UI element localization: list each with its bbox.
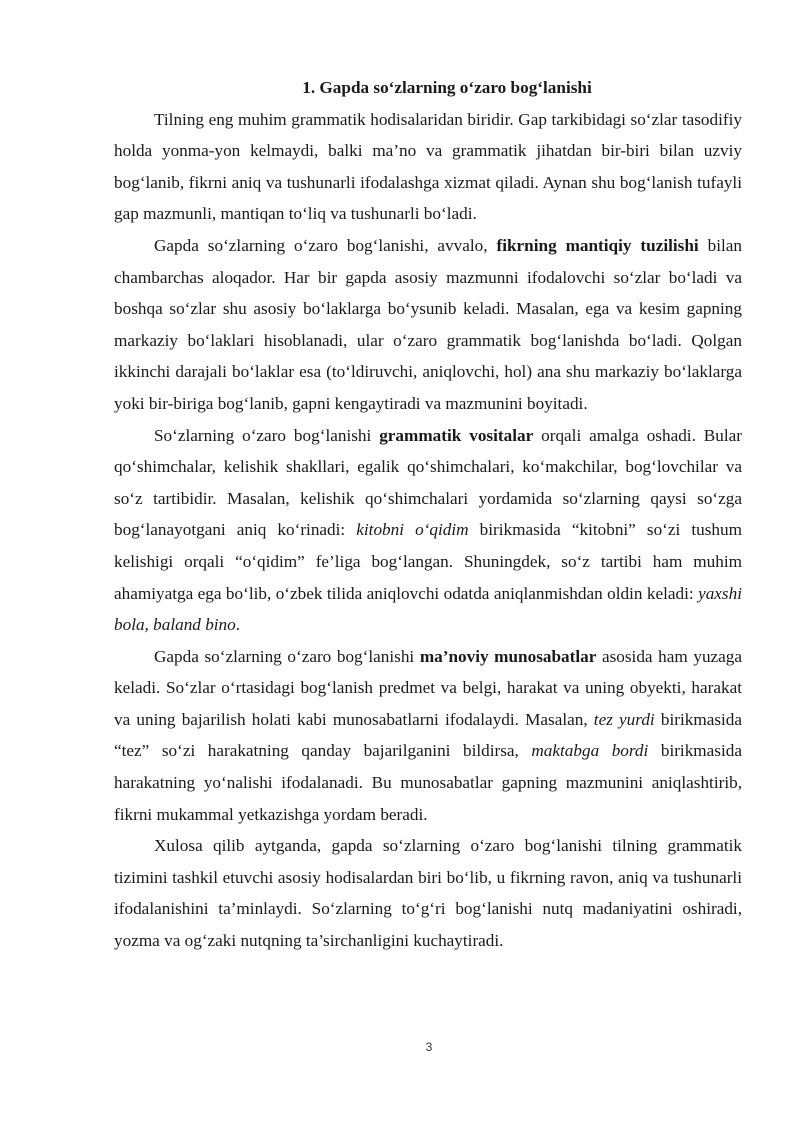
- paragraph-3: [114, 420, 742, 641]
- paragraph-2-bold-term: fikrning mantiqiy tuzilishi: [496, 235, 699, 255]
- paragraph-4-bold-term: ma’noviy munosabatlar: [419, 646, 597, 666]
- paragraph-4-example-1: tez yurdi: [593, 709, 655, 729]
- paragraph-5: [114, 830, 742, 956]
- paragraph-3-text-e: birikmasida “kitobni” so‘zi tushum kelishigi orqali “o‘qidim” fe’liga bog‘langan. Shuningdek, so‘z tartibi ham muhim ahamiyatga ega bo‘lib, o‘zbek tilida aniqlovchi odatda aniqlanmishdan oldin keladi:: [114, 520, 742, 603]
- paragraph-4-text-g: birikmasida harakatning yo‘nalishi ifodalanadi. Bu munosabatlar gapning mazmunini aniqlashtirib, fikrni mukammal yetkazishga yordam beradi.: [114, 741, 742, 824]
- section-title: 1. Gapda so‘zlarning o‘zaro bog‘lanishi: [302, 78, 592, 97]
- paragraph-4: [114, 641, 742, 831]
- paragraph-3-text-g: .: [235, 615, 241, 635]
- paragraph-4-text-e: birikmasida “tez” so‘zi harakatning qanday bajarilganini bildirsa,: [114, 709, 743, 761]
- paragraph-2: [114, 230, 742, 420]
- paragraph-1-text: Tilning eng muhim grammatik hodisalaridan biridir. Gap tarkibidagi so‘zlar tasodifiy holda yonma-yon kelmaydi, balki ma’no va grammatik jihatdan bir-biri bilan uzviy bog‘lanib, fikrni aniq va tushunarli ifodalashga xizmat qiladi. Aynan shu bog‘lanish tufayli gap mazmunli, mantiqan to‘liq va tushunarli bo‘ladi.: [114, 109, 742, 224]
- paragraph-1: [114, 104, 742, 230]
- paragraph-2-text-c: bilan chambarchas aloqador. Har bir gapda asosiy mazmunni ifodalovchi so‘zlar bo‘ladi va boshqa so‘zlar shu asosiy bo‘laklarga bo‘ysunib keladi. Masalan, ega va kesim gapning markaziy bo‘laklari hisoblanadi, ular o‘zaro grammatik bog‘lanishda bo‘ladi. Qolgan ikkinchi darajali bo‘laklar esa (to‘ldiruvchi, aniqlovchi, hol) ana shu markaziy bo‘laklarga yoki bir-biriga bog‘lanib, gapni kengaytiradi va mazmunini boyitadi.: [114, 235, 742, 413]
- paragraph-3-bold-term: grammatik vositalar: [379, 425, 534, 445]
- paragraph-4-text-a: Gapda so‘zlarning o‘zaro bog‘lanishi: [154, 646, 420, 666]
- paragraph-3-text-c: orqali amalga oshadi. Bular qo‘shimchalar, kelishik shakllari, egalik qo‘shimchalari, ko‘makchilar, bog‘lovchilar va so‘z tartibidir. Masalan, kelishik qo‘shimchalari yordamida so‘zlarning qaysi so‘zga bog‘lanayotgani aniq ko‘rinadi:: [114, 425, 742, 540]
- paragraph-4-example-2: maktabga bordi: [531, 741, 649, 761]
- paragraph-3-text-a: So‘zlarning o‘zaro bog‘lanishi: [154, 425, 380, 445]
- paragraph-2-text-a: Gapda so‘zlarning o‘zaro bog‘lanishi, avvalo,: [154, 235, 497, 255]
- paragraph-4-text-c: asosida ham yuzaga keladi. So‘zlar o‘rtasidagi bog‘lanish predmet va belgi, harakat va uning obyekti, harakat va uning bajarilish holati kabi munosabatlarni ifodalaydi. Masalan,: [114, 646, 743, 729]
- paragraph-3-example-2: yaxshi bola, baland bino: [114, 583, 742, 635]
- paragraph-5-text: Xulosa qilib aytganda, gapda so‘zlarning o‘zaro bog‘lanishi tilning grammatik tizimini tashkil etuvchi asosiy hodisalardan biri bo‘lib, u fikrning ravon, aniq va tushunarli ifodalanishini ta’minlaydi. So‘zlarning to‘g‘ri bog‘lanishi nutq madaniyatini oshiradi, yozma va og‘zaki nutqning ta’sirchanligini kuchaytiradi.: [114, 836, 742, 951]
- paragraph-3-example-1: kitobni o‘qidim: [356, 520, 469, 540]
- page-number: 3: [425, 1040, 433, 1054]
- document-page: [114, 72, 742, 957]
